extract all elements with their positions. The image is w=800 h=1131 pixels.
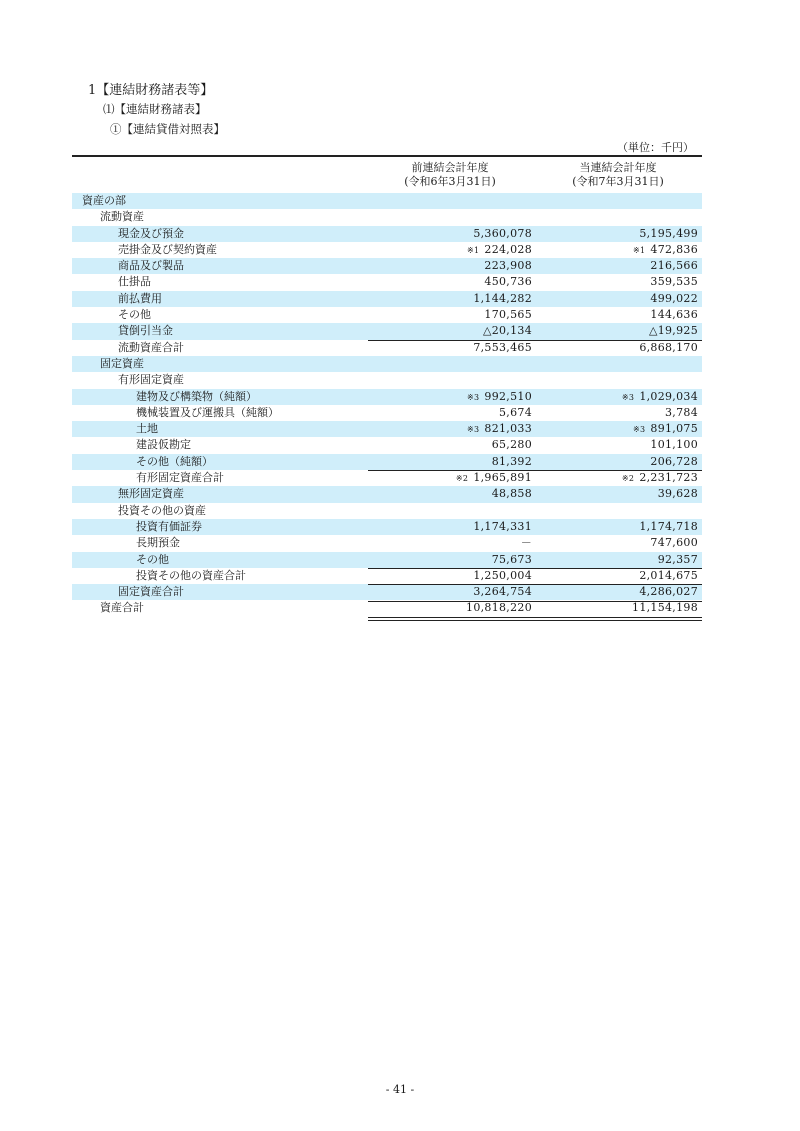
amount-text: 5,674 bbox=[499, 405, 532, 419]
table-row bbox=[72, 519, 702, 535]
column-header-current-title: 当連結会計年度 bbox=[579, 161, 657, 174]
subtotal-rule bbox=[536, 470, 702, 471]
table-row bbox=[72, 274, 702, 290]
row-label: 投資その他の資産合計 bbox=[136, 568, 246, 582]
amount-text: 1,250,004 bbox=[473, 568, 532, 582]
page-number: - 41 - bbox=[385, 1083, 415, 1096]
row-label: 売掛金及び契約資産 bbox=[118, 242, 217, 256]
subtotal-rule bbox=[368, 340, 536, 341]
amount-text: 10,818,220 bbox=[466, 601, 532, 615]
row-label: 資産の部 bbox=[82, 194, 126, 207]
table-row bbox=[72, 356, 702, 372]
current-year-value bbox=[538, 258, 698, 274]
prior-year-value bbox=[372, 340, 532, 356]
total-double-rule bbox=[536, 617, 702, 621]
table-row bbox=[72, 258, 702, 274]
amount-text: 7,553,465 bbox=[473, 340, 532, 354]
amount-text: 3,264,754 bbox=[473, 585, 532, 599]
table-row bbox=[72, 437, 702, 453]
table-row bbox=[72, 389, 702, 405]
unit-label: （単位：千円） bbox=[617, 141, 694, 154]
amount-text: 5,360,078 bbox=[473, 226, 532, 240]
row-label: 有形固定資産 bbox=[118, 373, 184, 387]
prior-year-value bbox=[372, 584, 532, 600]
column-header-current-year bbox=[538, 161, 698, 189]
table-row bbox=[72, 242, 702, 258]
prior-year-value bbox=[372, 535, 532, 551]
note-reference: ※3 bbox=[467, 425, 480, 435]
subtotal-rule bbox=[536, 340, 702, 341]
prior-year-value bbox=[372, 470, 532, 487]
row-label: 建物及び構築物（純額） bbox=[136, 389, 257, 403]
table-row bbox=[72, 486, 702, 502]
amount-text: 92,357 bbox=[657, 552, 698, 566]
current-year-value bbox=[538, 568, 698, 584]
amount-text: 81,392 bbox=[491, 454, 532, 468]
table-row bbox=[72, 323, 702, 339]
table-row bbox=[72, 421, 702, 437]
row-label: 投資その他の資産 bbox=[118, 503, 206, 517]
total-top-rule bbox=[368, 601, 536, 602]
amount-text: 1,029,034 bbox=[639, 389, 698, 403]
amount-text: 359,535 bbox=[650, 275, 698, 289]
row-label: その他 bbox=[118, 308, 151, 322]
amount-text: 101,100 bbox=[650, 438, 698, 452]
amount-text: 1,144,282 bbox=[473, 291, 532, 305]
amount-text: 75,673 bbox=[491, 552, 532, 566]
row-label: 固定資産 bbox=[100, 356, 144, 370]
amount-text: 2,231,723 bbox=[639, 471, 698, 485]
amount-text: 216,566 bbox=[650, 259, 698, 273]
current-year-value bbox=[538, 600, 698, 616]
column-header-prior-year bbox=[370, 161, 530, 189]
row-label: 長期預金 bbox=[136, 536, 180, 550]
current-year-value bbox=[538, 291, 698, 307]
table-row bbox=[72, 535, 702, 551]
current-year-value bbox=[538, 242, 698, 259]
table-row bbox=[72, 470, 702, 486]
row-label: 建設仮勘定 bbox=[136, 438, 191, 452]
table-row bbox=[72, 503, 702, 519]
row-label: 土地 bbox=[136, 422, 158, 436]
table-row bbox=[72, 193, 702, 209]
prior-year-value bbox=[372, 274, 532, 290]
amount-text: 2,014,675 bbox=[639, 568, 698, 582]
amount-text: △19,925 bbox=[648, 324, 698, 338]
prior-year-value bbox=[372, 291, 532, 307]
note-reference: ※1 bbox=[633, 245, 646, 255]
prior-year-value bbox=[372, 486, 532, 502]
row-label: 仕掛品 bbox=[118, 275, 151, 289]
row-label: 貸倒引当金 bbox=[118, 324, 173, 338]
balance-sheet-table bbox=[72, 193, 702, 617]
current-year-value bbox=[538, 437, 698, 453]
current-year-value bbox=[538, 323, 698, 339]
table-row bbox=[72, 454, 702, 470]
amount-text: 1,174,718 bbox=[639, 519, 698, 533]
column-header-current-date: (令和7年3月31日) bbox=[572, 175, 664, 188]
amount-text: 499,022 bbox=[650, 291, 698, 305]
section-heading: 1【連結財務諸表等】 bbox=[88, 83, 214, 98]
row-label: 前払費用 bbox=[118, 291, 162, 305]
total-double-rule bbox=[368, 617, 536, 621]
row-label: 流動資産 bbox=[100, 210, 144, 224]
current-year-value bbox=[538, 389, 698, 406]
amount-text: 1,965,891 bbox=[473, 471, 532, 485]
prior-year-value bbox=[372, 242, 532, 259]
subtotal-rule bbox=[368, 568, 536, 569]
table-row bbox=[72, 584, 702, 600]
current-year-value bbox=[538, 519, 698, 535]
prior-year-value bbox=[372, 568, 532, 584]
subtotal-rule bbox=[368, 470, 536, 471]
amount-text: 4,286,027 bbox=[639, 585, 698, 599]
amount-text: 144,636 bbox=[650, 308, 698, 322]
table-row bbox=[72, 600, 702, 616]
note-reference: ※2 bbox=[455, 474, 469, 484]
subtotal-rule bbox=[536, 568, 702, 569]
prior-year-value bbox=[372, 226, 532, 242]
current-year-value bbox=[538, 486, 698, 502]
amount-text: 891,075 bbox=[650, 422, 698, 436]
table-row bbox=[72, 307, 702, 323]
amount-text: 992,510 bbox=[484, 389, 532, 403]
amount-text: 206,728 bbox=[650, 454, 698, 468]
current-year-value bbox=[538, 584, 698, 600]
amount-text: 450,736 bbox=[484, 275, 532, 289]
note-reference: ※3 bbox=[467, 392, 480, 402]
current-year-value bbox=[538, 405, 698, 421]
row-label: 機械装置及び運搬具（純額） bbox=[136, 405, 279, 419]
table-row bbox=[72, 340, 702, 356]
prior-year-value bbox=[372, 421, 532, 438]
row-label: 無形固定資産 bbox=[118, 487, 184, 501]
table-row bbox=[72, 552, 702, 568]
amount-text: 472,836 bbox=[650, 242, 698, 256]
table-row bbox=[72, 209, 702, 225]
subtotal-rule bbox=[536, 584, 702, 585]
amount-text: － bbox=[520, 536, 532, 550]
statement-title: ①【連結貸借対照表】 bbox=[110, 122, 225, 136]
row-label: その他（純額） bbox=[136, 454, 213, 468]
current-year-value bbox=[538, 226, 698, 242]
prior-year-value bbox=[372, 552, 532, 568]
amount-text: 821,033 bbox=[484, 422, 532, 436]
amount-text: 65,280 bbox=[491, 438, 532, 452]
subtotal-rule bbox=[368, 584, 536, 585]
table-row bbox=[72, 568, 702, 584]
prior-year-value bbox=[372, 405, 532, 421]
note-reference: ※3 bbox=[621, 392, 635, 402]
column-header-prior-date: (令和6年3月31日) bbox=[404, 175, 496, 188]
amount-text: 224,028 bbox=[484, 242, 532, 256]
note-reference: ※3 bbox=[633, 425, 646, 435]
amount-text: 11,154,198 bbox=[632, 601, 698, 615]
note-reference: ※1 bbox=[467, 245, 480, 255]
row-label: その他 bbox=[136, 552, 169, 566]
amount-text: △20,134 bbox=[482, 324, 532, 338]
subsection-heading: ⑴【連結財務諸表】 bbox=[103, 102, 207, 116]
prior-year-value bbox=[372, 519, 532, 535]
row-label: 有形固定資産合計 bbox=[136, 471, 224, 485]
table-row bbox=[72, 291, 702, 307]
amount-text: 39,628 bbox=[657, 487, 698, 501]
current-year-value bbox=[538, 535, 698, 551]
prior-year-value bbox=[372, 389, 532, 406]
row-label: 流動資産合計 bbox=[118, 340, 184, 354]
row-label: 投資有価証券 bbox=[136, 519, 202, 533]
current-year-value bbox=[538, 454, 698, 470]
current-year-value bbox=[538, 421, 698, 438]
table-row bbox=[72, 226, 702, 242]
column-header-prior-title: 前連結会計年度 bbox=[411, 161, 489, 174]
prior-year-value bbox=[372, 258, 532, 274]
row-label: 資産合計 bbox=[100, 601, 144, 615]
current-year-value bbox=[538, 470, 698, 487]
amount-text: 48,858 bbox=[491, 487, 532, 501]
amount-text: 747,600 bbox=[650, 536, 698, 550]
amount-text: 5,195,499 bbox=[639, 226, 698, 240]
current-year-value bbox=[538, 307, 698, 323]
amount-text: 6,868,170 bbox=[639, 340, 698, 354]
current-year-value bbox=[538, 274, 698, 290]
row-label: 現金及び預金 bbox=[118, 226, 184, 240]
amount-text: 223,908 bbox=[484, 259, 532, 273]
amount-text: 170,565 bbox=[484, 308, 532, 322]
prior-year-value bbox=[372, 437, 532, 453]
prior-year-value bbox=[372, 600, 532, 616]
table-top-rule bbox=[72, 155, 702, 157]
prior-year-value bbox=[372, 454, 532, 470]
prior-year-value bbox=[372, 323, 532, 339]
total-top-rule bbox=[536, 601, 702, 602]
amount-text: 3,784 bbox=[665, 405, 698, 419]
table-row bbox=[72, 372, 702, 388]
amount-text: 1,174,331 bbox=[473, 519, 532, 533]
prior-year-value bbox=[372, 307, 532, 323]
current-year-value bbox=[538, 552, 698, 568]
table-row bbox=[72, 405, 702, 421]
current-year-value bbox=[538, 340, 698, 356]
row-label: 商品及び製品 bbox=[118, 259, 184, 273]
row-label: 固定資産合計 bbox=[118, 585, 184, 599]
note-reference: ※2 bbox=[621, 474, 635, 484]
